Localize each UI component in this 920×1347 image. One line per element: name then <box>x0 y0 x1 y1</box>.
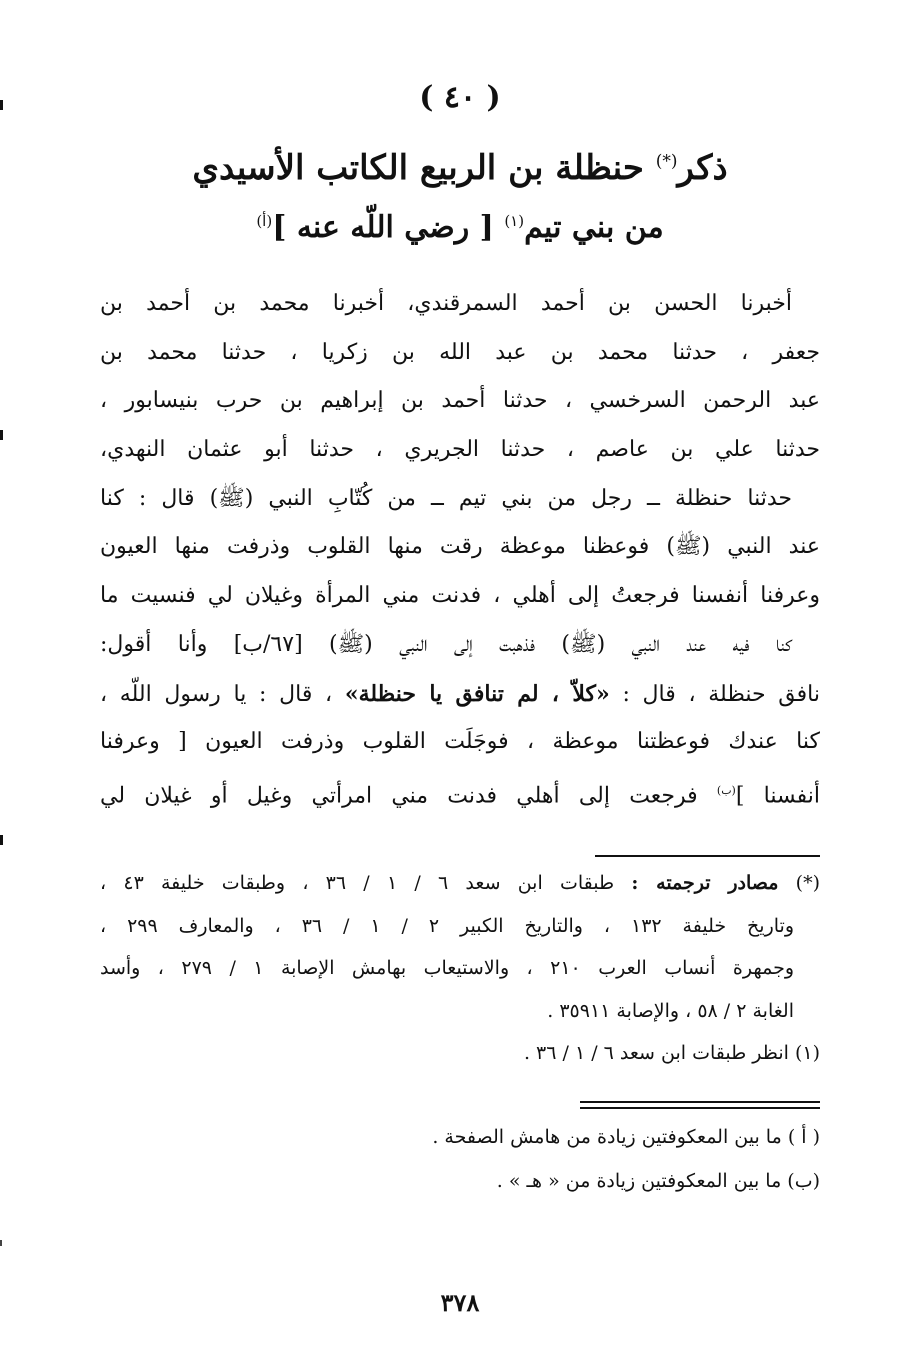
scan-edge-mark <box>0 1240 2 1246</box>
subtitle-note-ref: (أ) <box>256 212 273 230</box>
title-prefix: ذكر <box>677 148 728 188</box>
text-line <box>100 670 820 719</box>
footnote-line: وجمهرة أنساب العرب ٢١٠ ، والاستيعاب بهامش الإصابة ١ / ٢٧٩ ، وأسد <box>100 957 794 979</box>
title-main: حنظلة بن الربيع الكاتب الأسيدي <box>192 148 644 188</box>
text-line: عند النبي (ﷺ) فوعظنا موعظة رقت منها القلوب وذرفت منها العيون <box>100 534 820 560</box>
quoted-saying: «كلاّ ، لم تنافق يا حنظلة» <box>344 680 610 707</box>
chapter-subtitle <box>100 210 820 245</box>
subtitle-footnote-ref: (١) <box>504 212 525 230</box>
notes-separator <box>580 1101 820 1103</box>
scan-edge-mark <box>0 430 3 440</box>
footnotes <box>100 862 820 1075</box>
text-line: جعفر ، حدثنا محمد بن عبد الله بن زكريا ، حدثنا محمد بن <box>100 339 820 365</box>
note-ref: (ب) <box>716 783 736 797</box>
text-line: حدثنا علي بن عاصم ، حدثنا الجريري ، حدثنا أبو عثمان النهدي، <box>100 437 820 463</box>
page-number: ٣٧٨ <box>440 1288 480 1317</box>
text-line: كنا فيه عند النبي (ﷺ) فذهبت إلى النبي (ﷺ) [٦٧/ب] وأنا أقول: <box>100 631 792 657</box>
text-segment: نافق حنظلة ، قال : <box>622 681 820 707</box>
scan-edge-mark <box>0 835 3 845</box>
text-segment: فرجعت إلى أهلي فدنت مني امرأتي وغيل أو غيلان لي <box>100 783 698 809</box>
text-line: وعرفنا أنفسنا فرجعتُ إلى أهلي ، فدنت مني المرأة وغيلان لي فنسيت ما <box>100 583 820 609</box>
footnote-line: الغابة ٢ / ٥٨ ، والإصابة ٣٥٩١١ . <box>547 999 794 1022</box>
text-line: كنا عندك فوعظتنا موعظة ، فوجَلَت القلوب وذرفت العيون [ وعرفنا <box>100 729 821 755</box>
editor-note: (ب) ما بين المعكوفتين زيادة من « هـ » . <box>496 1170 820 1192</box>
section-number: ( ٤٠ ) <box>419 80 501 115</box>
notes-separator <box>580 1107 820 1109</box>
footnote-label: مصادر ترجمته : <box>631 872 779 894</box>
footnote-text: طبقات ابن سعد ٦ / ١ / ٣٦ ، وطبقات خليفة ٤٣ ، <box>100 872 615 894</box>
subtitle-main: من بني تيم <box>524 210 664 245</box>
chapter-title <box>100 148 820 188</box>
editor-note: ( أ ) ما بين المعكوفتين زيادة من هامش الصفحة . <box>432 1126 820 1148</box>
text-line: عبد الرحمن السرخسي ، حدثنا أحمد بن إبراهيم بن حرب بنيسابور ، <box>100 388 820 414</box>
footnote-marker: (*) <box>795 872 820 894</box>
footnote-separator <box>595 855 820 857</box>
footnote-line: (١) انظر طبقات ابن سعد ٦ / ١ / ٣٦ . <box>523 1042 820 1064</box>
title-footnote-ref: (*) <box>655 151 678 172</box>
text-line <box>100 767 820 816</box>
editor-notes <box>100 1115 820 1203</box>
subtitle-bracket: [ رضي اللّه عنه ] <box>272 210 494 245</box>
main-text <box>100 280 820 816</box>
text-segment: أنفسنا ] <box>735 783 820 809</box>
text-segment: ، قال : يا رسول اللّه ، <box>100 681 333 707</box>
footnote-line <box>100 862 820 905</box>
footnote-line: وتاريخ خليفة ١٣٢ ، والتاريخ الكبير ٢ / ١ / ٣٦ ، والمعارف ٢٩٩ ، <box>100 914 795 937</box>
text-line: حدثنا حنظلة ــ رجل من بني تيم ــ من كُتّابِ النبي (ﷺ) قال : كنا <box>100 485 792 511</box>
text-line: أخبرنا الحسن بن أحمد السمرقندي، أخبرنا محمد بن أحمد بن <box>100 291 792 316</box>
